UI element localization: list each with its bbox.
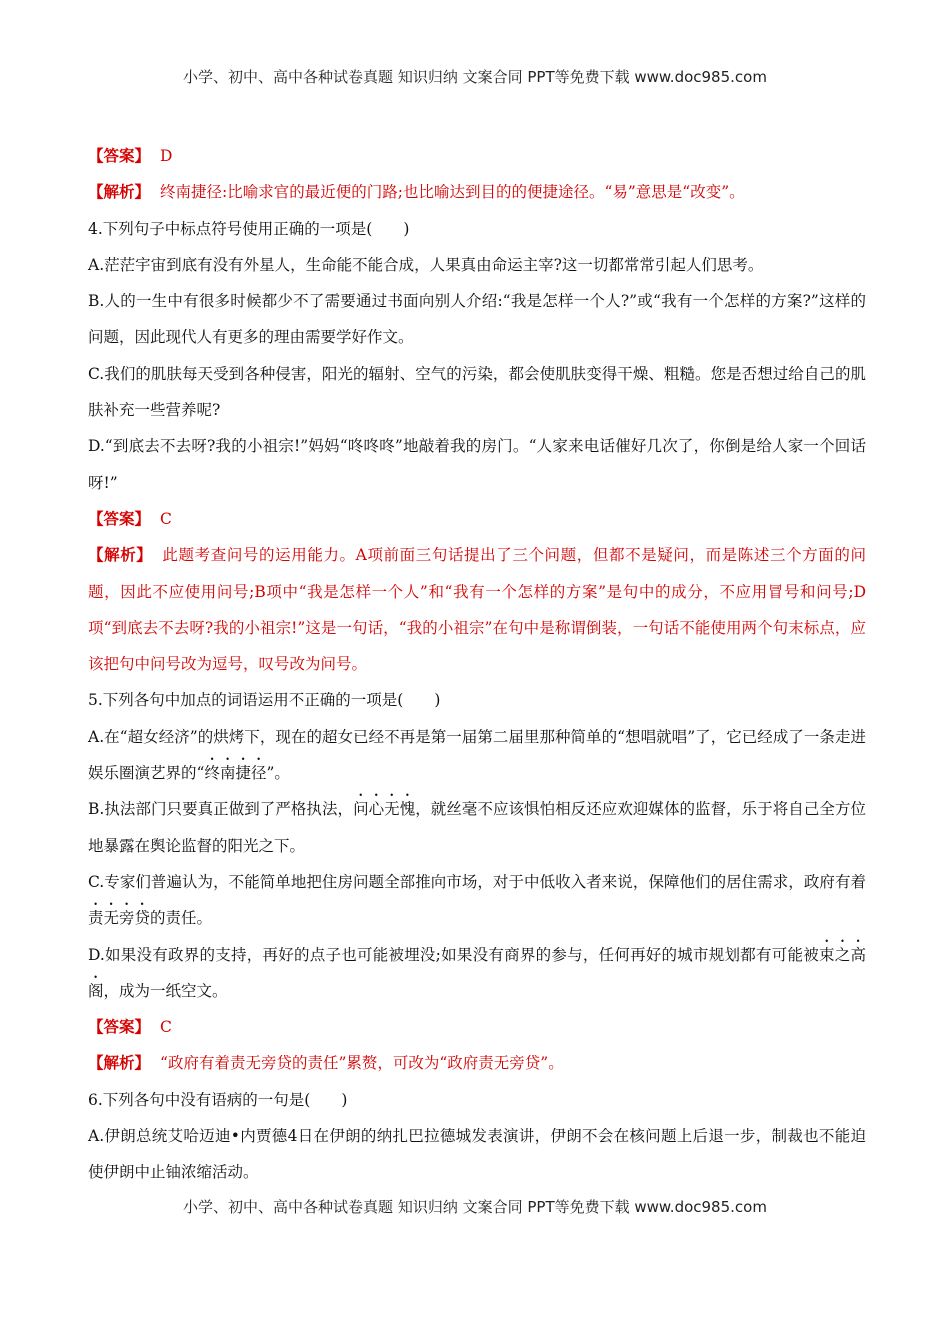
dotted-phrase: 问心无愧 bbox=[353, 800, 416, 819]
page-footer: 小学、初中、高中各种试卷真题 知识归纳 文案合同 PPT等免费下载 www.doc985.com bbox=[183, 1198, 767, 1216]
answer-tag: 【答案】 bbox=[88, 146, 151, 165]
answer-value: D bbox=[160, 147, 173, 165]
q5-analysis bbox=[88, 1045, 866, 1081]
page-header: 小学、初中、高中各种试卷真题 知识归纳 文案合同 PPT等免费下载 www.doc985.com bbox=[183, 68, 767, 86]
q3-answer bbox=[88, 138, 866, 174]
dotted-phrase: 终南捷径 bbox=[204, 764, 267, 783]
analysis-tag: 【解析】 bbox=[88, 1053, 151, 1073]
document-body bbox=[88, 138, 866, 1191]
option-text: D.如果没有政界的支持，再好的点子也可能被埋没;如果没有商界的参与，任何再好的城市规划都有可能被 bbox=[88, 945, 819, 964]
answer-value: C bbox=[160, 1018, 172, 1037]
option-text: 的责任。 bbox=[150, 909, 213, 928]
q6-option-a: A.伊朗总统艾哈迈迪•内贾德4日在伊朗的纳扎巴拉德城发表演讲，伊朗不会在核问题上后退一步，制裁也不能迫使伊朗中止铀浓缩活动。 bbox=[88, 1127, 866, 1182]
answer-tag: 【答案】 bbox=[88, 508, 151, 528]
answer-tag: 【答案】 bbox=[88, 1017, 151, 1037]
option-text: ，就丝毫不应该惧怕相反还应欢迎媒体的监督，乐于将自己全方位地暴露在舆论监督的阳光之下。 bbox=[88, 800, 866, 855]
q3-analysis bbox=[88, 174, 866, 210]
q6-stem: 6.下列各句中没有语病的一句是( ) bbox=[88, 1090, 348, 1109]
analysis-tag: 【解析】 bbox=[88, 182, 151, 202]
q5-option-d bbox=[88, 937, 866, 1010]
dotted-phrase: 束之高阁 bbox=[88, 945, 866, 1000]
q5-option-b bbox=[88, 791, 866, 864]
dotted-phrase: 责无旁贷 bbox=[88, 909, 151, 928]
q5-stem: 5.下列各句中加点的词语运用不正确的一项是( ) bbox=[88, 691, 441, 710]
analysis-tag: 【解析】 bbox=[88, 545, 153, 565]
q5-option-c bbox=[88, 864, 866, 937]
answer-value: C bbox=[160, 509, 172, 528]
analysis-text: “政府有着责无旁贷的责任”累赘，可改为“政府责无旁贷”。 bbox=[160, 1054, 564, 1073]
option-text: A.在“超女经济”的烘烤下，现在的超女已经不再是第一届第二届里那种简单的“想唱就唱”了，它已经成了一条走进娱乐圈演艺界的“ bbox=[88, 727, 866, 783]
q5-answer bbox=[88, 1009, 866, 1045]
q4-stem: 4.下列句子中标点符号使用正确的一项是( ) bbox=[88, 219, 410, 238]
analysis-text: 此题考查问号的运用能力。A项前面三句话提出了三个问题，但都不是疑问，而是陈述三个方面的问题，因此不应使用问号;B项中“我是怎样一个人”和“我有一个怎样的方案”是句中的成分，不应用冒号和问号;D项“到底去不去呀?我的小祖宗!”这是一句话，“我的小祖宗”在句中是称谓倒装，一句话不能使用两个句末标点，应该把句中问号改为逗号，叹号改为问号。 bbox=[88, 546, 866, 674]
q4-option-a: A.茫茫宇宙到底有没有外星人，生命能不能合成，人果真由命运主宰?这一切都常常引起人们思考。 bbox=[88, 255, 764, 274]
q4-analysis bbox=[88, 537, 866, 682]
option-text: ”。 bbox=[266, 764, 290, 783]
analysis-text: 终南捷径:比喻求官的最近便的门路;也比喻达到目的的便捷途径。“易”意思是“改变”。 bbox=[160, 183, 745, 202]
option-text: ，成为一纸空文。 bbox=[103, 981, 228, 1000]
option-text: C.专家们普遍认为，不能简单地把住房问题全部推向市场，对于中低收入者来说，保障他们的居住需求，政府有着 bbox=[88, 872, 866, 891]
q4-option-b: B.人的一生中有很多时候都少不了需要通过书面向别人介绍:“我是怎样一个人?”或“我有一个怎样的方案?”这样的问题，因此现代人有更多的理由需要学好作文。 bbox=[88, 292, 867, 347]
q4-option-d: D.“到底去不去呀?我的小祖宗!”妈妈“咚咚咚”地敲着我的房门。“人家来电话催好几次了，你倒是给人家一个回话呀!” bbox=[88, 437, 866, 492]
q4-answer bbox=[88, 501, 866, 537]
q5-option-a bbox=[88, 719, 866, 792]
option-text: B.执法部门只要真正做到了严格执法， bbox=[88, 800, 354, 819]
q4-option-c: C.我们的肌肤每天受到各种侵害，阳光的辐射、空气的污染，都会使肌肤变得干燥、粗糙。您是否想过给自己的肌肤补充一些营养呢? bbox=[88, 364, 866, 420]
